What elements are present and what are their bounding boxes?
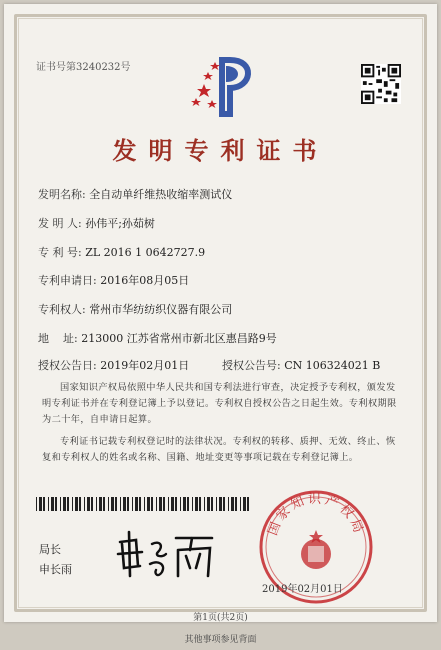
inventor-label: 发 明 人: (38, 217, 82, 230)
seal-text: 国家知识产权局 (265, 492, 367, 538)
patentee-value: 常州市华纺纺织仪器有限公司 (89, 303, 233, 316)
filing-date-label: 专利申请日: (38, 274, 97, 287)
address-value: 213000 江苏省常州市新北区惠昌路9号 (81, 332, 277, 345)
certificate-title: 发明专利证书 (112, 136, 329, 165)
cnipa-logo-icon (182, 54, 266, 120)
address-label: 地 址: (38, 332, 78, 345)
grant-statement-paragraph: 国家知识产权局依照中华人民共和国专利法进行审查，决定授予专利权，颁发发明专利证书并在专利登记簿上予以登记。专利权自授权公告之日起生效。专利权期限为二十年，自申请日起算。 (42, 382, 397, 425)
grant-date-row (38, 357, 189, 373)
patent-number-value: ZL 2016 1 0642727.9 (85, 246, 206, 259)
inventor-value: 孙伟平;孙茹树 (85, 217, 155, 230)
patentee-row (38, 301, 232, 317)
page-number: 第1页(共2页) (193, 613, 248, 623)
address-row (38, 330, 277, 346)
director-name: 申长雨 (39, 563, 72, 576)
patentee-label: 专利权人: (38, 303, 86, 316)
patent-number-row (38, 244, 205, 260)
grant-number-value: CN 106324021 B (284, 359, 381, 372)
barcode (36, 497, 251, 511)
grant-date-label: 授权公告日: (38, 359, 97, 372)
invention-name-value: 全自动单纤维热收缩率测试仪 (89, 188, 233, 201)
director-title: 局长 (39, 543, 61, 556)
grant-number-row (222, 357, 380, 373)
qr-code (361, 64, 401, 104)
invention-name-row (38, 186, 232, 202)
grant-date-value: 2019年02月01日 (100, 359, 190, 372)
director-signature (112, 524, 222, 584)
inventor-row (38, 215, 155, 231)
footer-note: 其他事项参见背面 (184, 635, 257, 645)
invention-name-label: 发明名称: (38, 188, 86, 201)
filing-date-row (38, 272, 189, 288)
certificate-paper (4, 4, 437, 622)
grant-number-label: 授权公告号: (222, 359, 281, 372)
legal-status-paragraph: 专利证书记载专利权登记时的法律状况。专利权的转移、质押、无效、终止、恢复和专利权人的姓名或名称、国籍、地址变更等事项记载在专利登记簿上。 (42, 436, 396, 463)
seal-date: 2019年02月01日 (262, 584, 343, 595)
filing-date-value: 2016年08月05日 (100, 274, 190, 287)
patent-number-label: 专 利 号: (38, 246, 82, 259)
certificate-number: 证书号第3240232号 (36, 62, 131, 73)
